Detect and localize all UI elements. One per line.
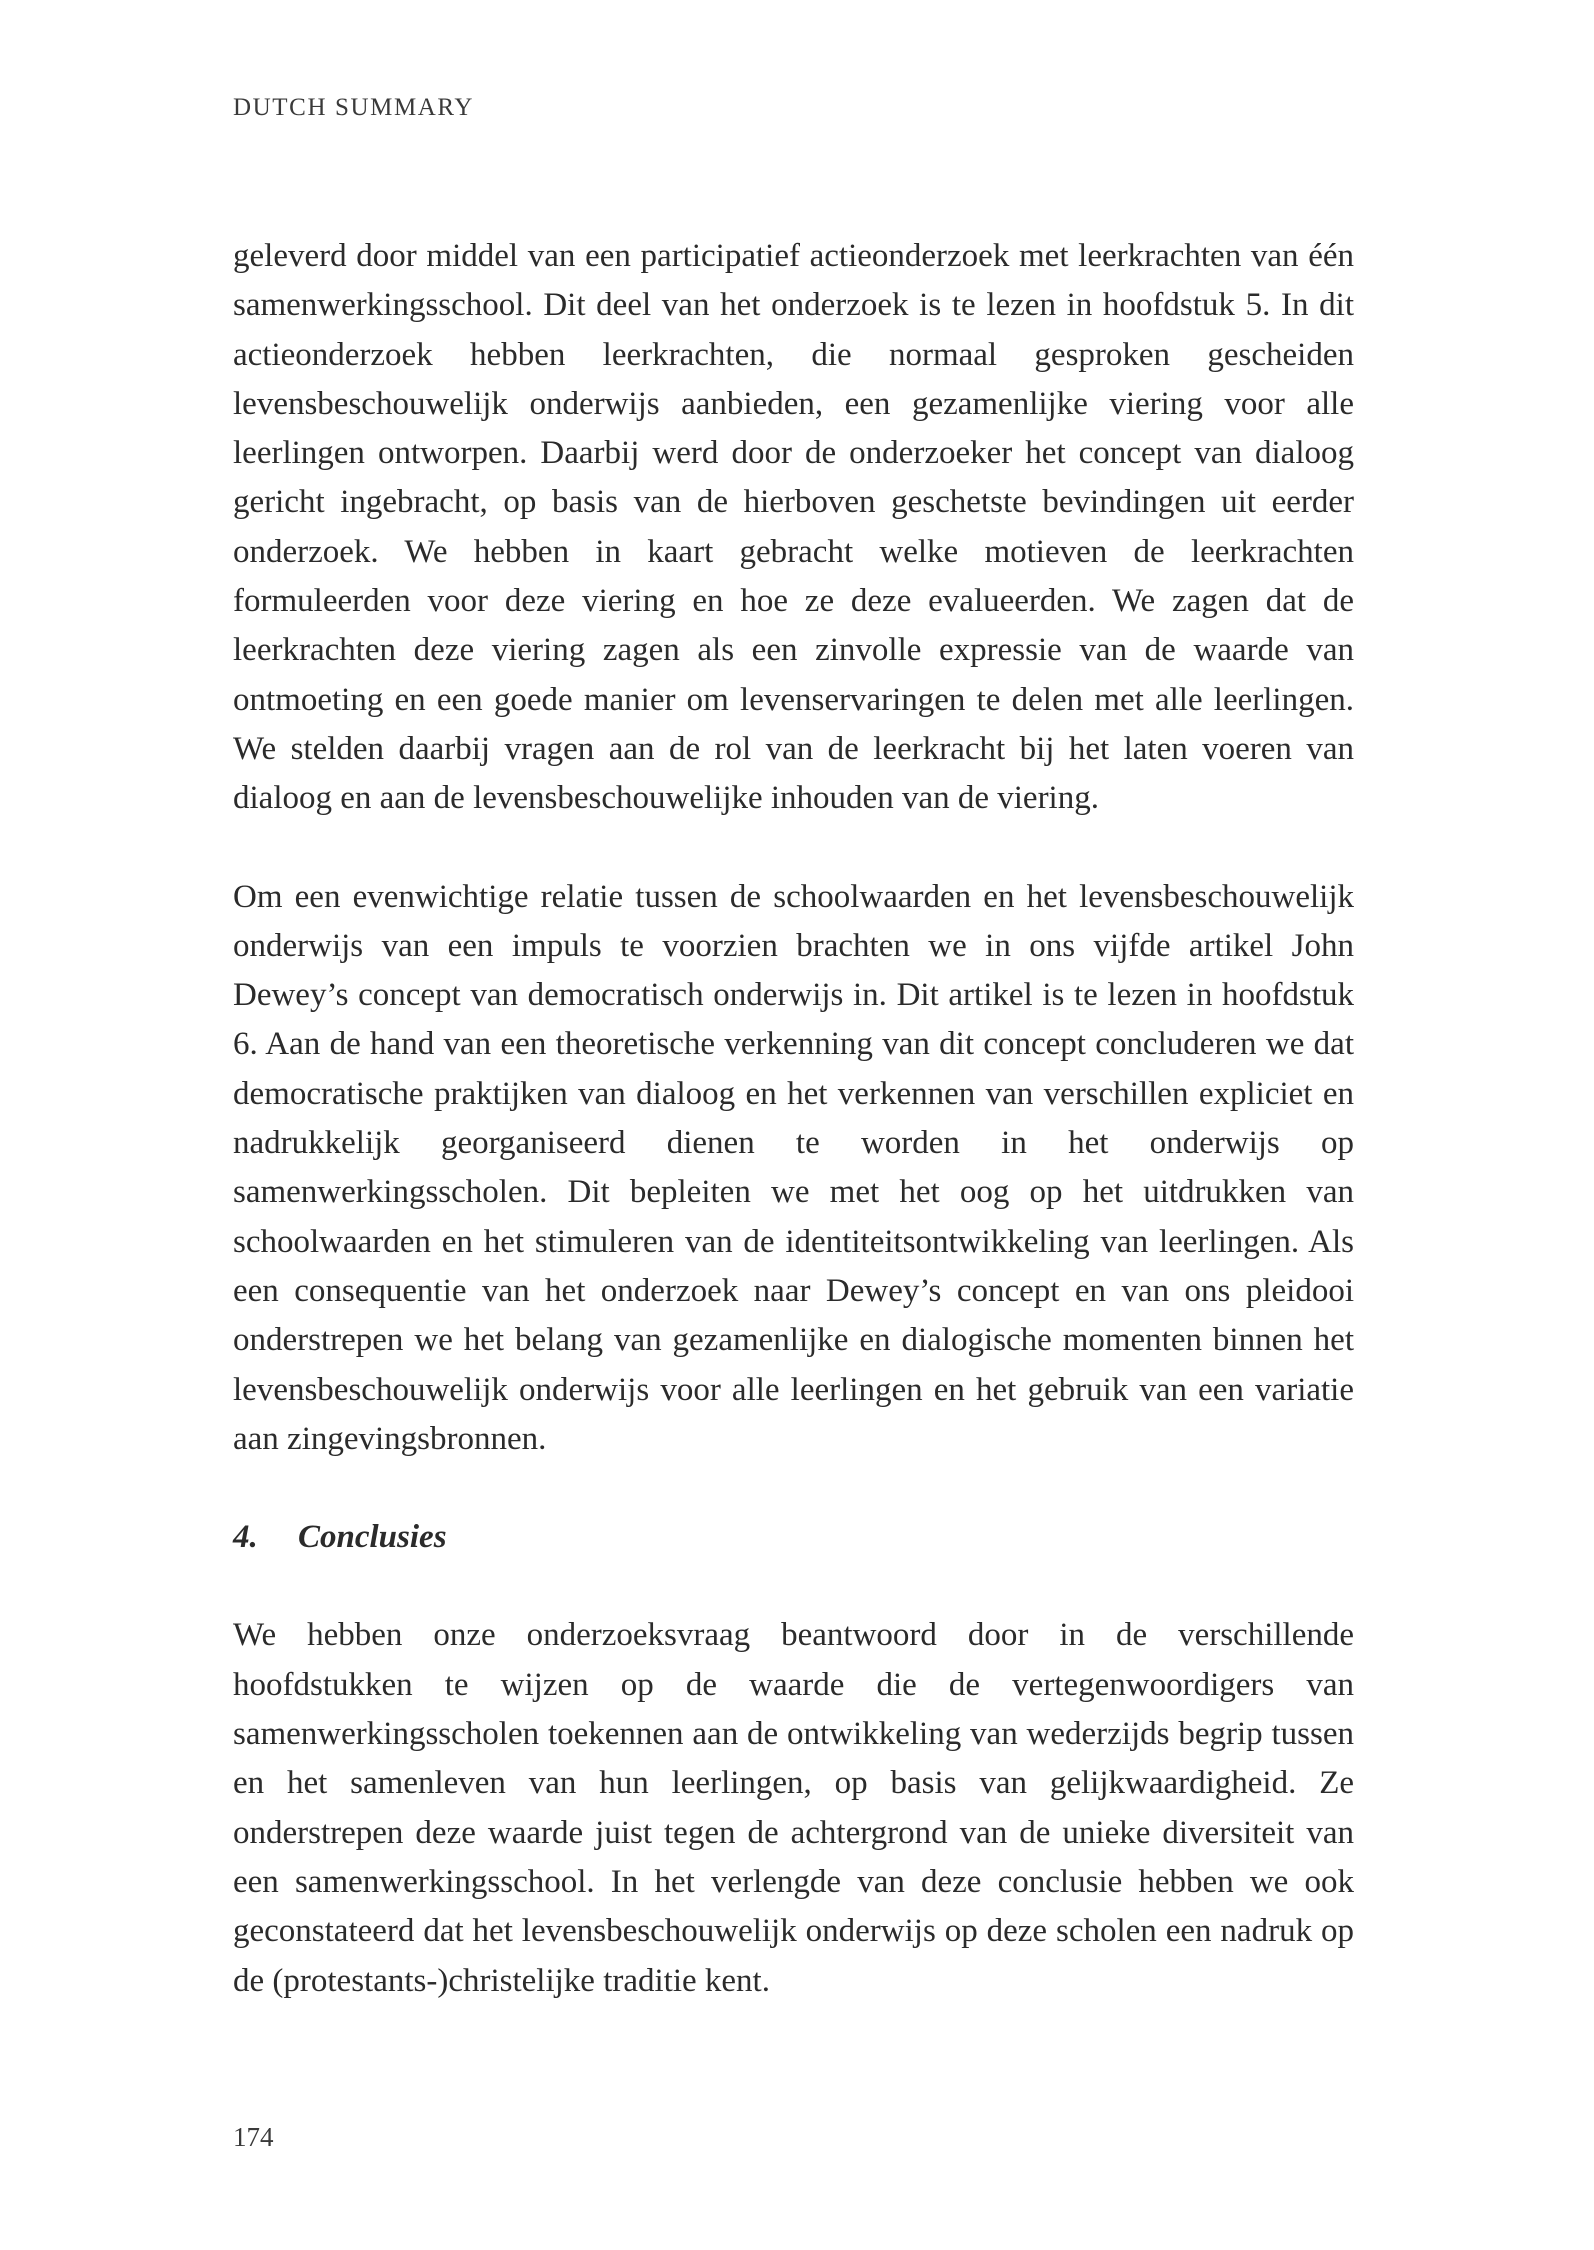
body-text <box>233 232 1354 2006</box>
section-number: 4. <box>233 1519 258 1556</box>
paragraph-conclusions: We hebben onze onderzoeksvraag beantwoord door in de verschillende hoofdstukken te wijzen op de waarde die de vertegenwoordigers van samenwerkingsscholen toekennen aan de ontwikkeling van wederzijds begrip tussen en het samenleven van hun leerlingen, op basis van gelijkwaardigheid. Ze onderstrepen deze waarde juist tegen de achtergrond van de unieke diversiteit van een samenwerkingsschool. In het verlengde van deze conclusie hebben we ook geconstateerd dat het levensbeschouwelijk onderwijs op deze scholen een nadruk op de (protestants-)christelijke traditie kent. <box>233 1617 1354 1999</box>
running-header: DUTCH SUMMARY <box>233 94 474 121</box>
section-heading <box>233 1513 1354 1562</box>
paragraph-dewey-democratic-education: Om een evenwichtige relatie tussen de schoolwaarden en het levensbeschouwelijk onderwijs van een impuls te voorzien brachten we in ons vijfde artikel John Dewey’s concept van democratisch onderwijs in. Dit artikel is te lezen in hoofdstuk 6. Aan de hand van een theoretische verkenning van dit concept concluderen we dat democratische praktijken van dialoog en het verkennen van verschillen expliciet en nadrukkelijk georganiseerd dienen te worden in het onderwijs op samenwerkingsscholen. Dit bepleiten we met het oog op het uitdrukken van schoolwaarden en het stimuleren van de identiteitsontwikkeling van leerlingen. Als een consequentie van het onderzoek naar Dewey’s concept en van ons pleidooi onderstrepen we het belang van gezamenlijke en dialogische momenten binnen het levensbeschouwelijk onderwijs voor alle leerlingen en het gebruik van een variatie aan zingevingsbronnen. <box>233 878 1354 1457</box>
paragraph-action-research: geleverd door middel van een participatief actieonderzoek met leerkrachten van één samenwerkingsschool. Dit deel van het onderzoek is te lezen in hoofdstuk 5. In dit actieonderzoek hebben leerkrachten, die normaal gesproken gescheiden levensbeschouwelijk onderwijs aanbieden, een gezamenlijke viering voor alle leerlingen ontworpen. Daarbij werd door de onderzoeker het concept van dialoog gericht ingebracht, op basis van de hierboven geschetste bevindingen uit eerder onderzoek. We hebben in kaart gebracht welke motieven de leerkrachten formuleerden voor deze viering en hoe ze deze evalueerden. We zagen dat de leerkrachten deze viering zagen als een zinvolle expressie van de waarde van ontmoeting en een goede manier om levenservaringen te delen met alle leerlingen. We stelden daarbij vragen aan de rol van de leerkracht bij het laten voeren van dialoog en aan de levensbeschouwelijke inhouden van de viering. <box>233 238 1354 817</box>
section-title: Conclusies <box>298 1519 447 1556</box>
page-number: 174 <box>233 2122 274 2152</box>
